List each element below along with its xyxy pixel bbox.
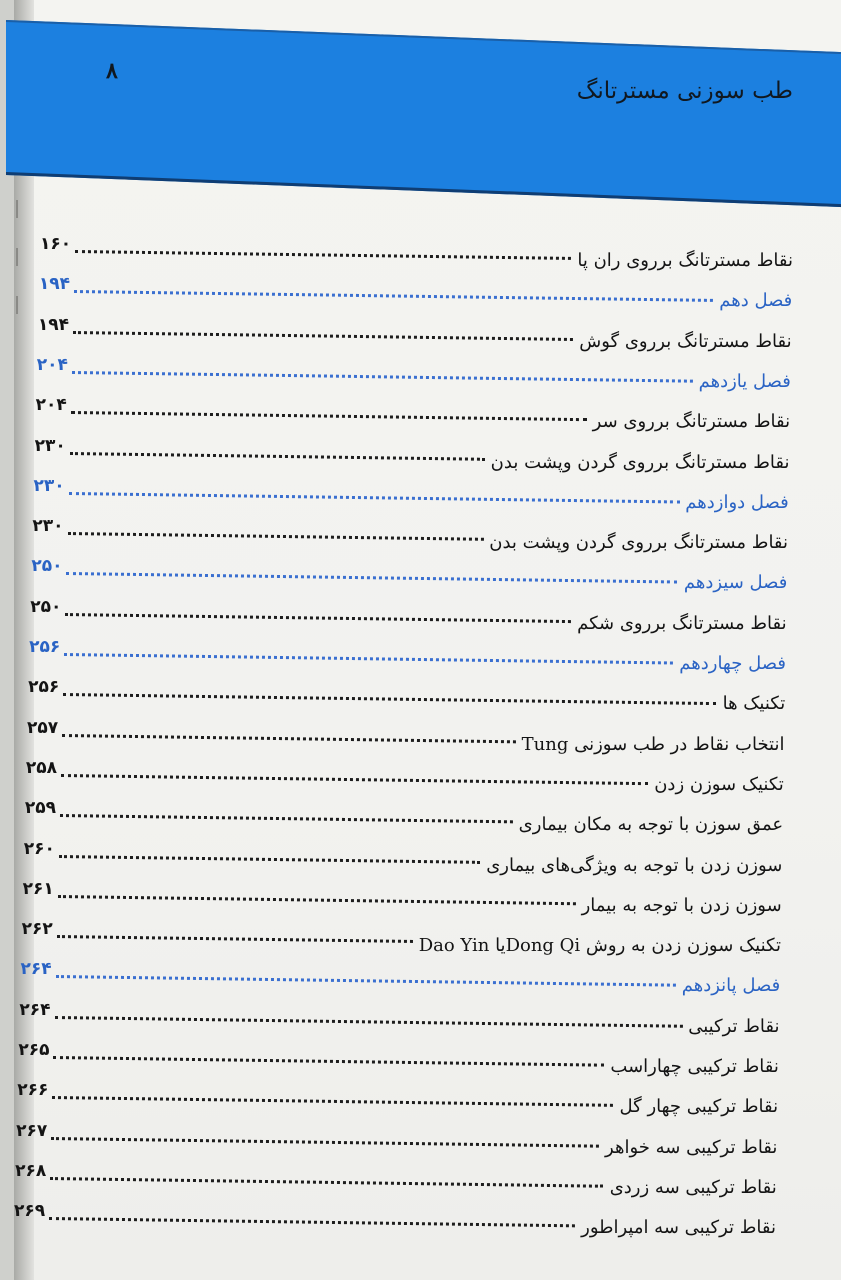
toc-dot-leader bbox=[58, 895, 576, 905]
toc-chapter-title: فصل دهم bbox=[719, 290, 793, 312]
toc-entry-title: نقاط مسترتانگ برروی ران پا bbox=[577, 250, 793, 271]
toc-entry-title: سوزن زدن با توجه به بیمار bbox=[581, 894, 782, 916]
toc-entry-title: تکنیک ها bbox=[722, 693, 786, 715]
toc-entry-title: نقاط مسترتانگ برروی گردن وپشت بدن bbox=[489, 532, 789, 554]
toc-dot-leader bbox=[49, 1217, 575, 1227]
toc-entry-title: نقاط مسترتانگ برروی گوش bbox=[579, 330, 792, 352]
toc-entry-title: عمق سوزن با توجه به مکان بیماری bbox=[518, 814, 784, 836]
toc-dot-leader bbox=[75, 250, 571, 260]
toc-dot-leader bbox=[63, 693, 716, 705]
toc-dot-leader bbox=[60, 814, 513, 823]
toc-entry-title: نقاط ترکیبی سه امپراطور bbox=[581, 1217, 776, 1239]
toc-entry-page-number: ۲۶۱ bbox=[22, 878, 54, 899]
toc-dot-leader bbox=[73, 331, 573, 341]
toc-entry-page-number: ۲۵۹ bbox=[24, 798, 56, 819]
toc-chapter-title: فصل پانزدهم bbox=[681, 975, 781, 997]
toc-chapter-page-number: ۲۳۰ bbox=[33, 475, 65, 496]
toc-dot-leader bbox=[56, 975, 676, 987]
toc-entry-title: سوزن زدن با توجه به ویژگی‌های بیماری bbox=[486, 854, 783, 876]
toc-dot-leader bbox=[71, 411, 587, 421]
toc-chapter-page-number: ۲۰۴ bbox=[36, 354, 68, 375]
toc-entry-title: تکنیک سوزن زدن به روش Dong Qiیا Dao Yin bbox=[418, 935, 781, 957]
toc-chapter-title: فصل چهاردهم bbox=[679, 653, 786, 674]
toc-entry-page-number: ۱۹۴ bbox=[37, 314, 69, 335]
toc-chapter-title: فصل دوازدهم bbox=[685, 491, 789, 513]
toc-dot-leader bbox=[70, 452, 485, 461]
toc-chapter-page-number: ۲۵۶ bbox=[29, 637, 61, 657]
toc-entry-page-number: ۲۶۵ bbox=[18, 1040, 50, 1060]
toc-dot-leader bbox=[65, 613, 571, 623]
toc-entry-page-number: ۲۶۲ bbox=[21, 919, 53, 940]
toc-dot-leader bbox=[72, 371, 693, 383]
toc-dot-leader bbox=[62, 734, 515, 743]
toc-entry-page-number: ۲۵۷ bbox=[27, 717, 59, 738]
toc-entry-title: انتخاب نقاط در طب سوزنی Tung bbox=[521, 733, 785, 755]
toc-entry-page-number: ۲۵۸ bbox=[25, 757, 58, 778]
toc-chapter-page-number: ۲۶۴ bbox=[20, 959, 52, 980]
toc-dot-leader bbox=[74, 290, 713, 302]
toc-entry-title: نقاط مسترتانگ برروی گردن وپشت بدن bbox=[490, 451, 790, 473]
toc-entry-page-number: ۲۳۰ bbox=[34, 435, 66, 456]
toc-entry-page-number: ۲۵۰ bbox=[30, 596, 62, 617]
toc-entry-title: نقاط ترکیبی سه زردی bbox=[609, 1176, 777, 1198]
toc-chapter-page-number: ۱۹۴ bbox=[38, 274, 71, 295]
toc-chapter-title: فصل سیزدهم bbox=[683, 572, 788, 594]
toc-entry-page-number: ۲۶۰ bbox=[23, 838, 55, 859]
toc-entry-title: تکنیک سوزن زدن bbox=[654, 773, 784, 795]
toc-dot-leader bbox=[51, 1137, 599, 1148]
toc-entry-title: نقاط ترکیبی bbox=[688, 1015, 780, 1037]
toc-entry-page-number: ۲۶۷ bbox=[16, 1120, 48, 1141]
toc-dot-leader bbox=[55, 1016, 683, 1028]
page-number: ۸ bbox=[106, 58, 118, 84]
toc-dot-leader bbox=[61, 774, 648, 785]
toc-entry-title: نقاط ترکیبی چهاراسب bbox=[610, 1056, 779, 1077]
toc-chapter-page-number: ۲۵۰ bbox=[31, 556, 63, 577]
toc-entry-title: نقاط ترکیبی چهار گل bbox=[619, 1096, 779, 1118]
running-header-title: طب سوزنی مسترتانگ bbox=[576, 78, 793, 104]
toc-entry-page-number: ۲۶۶ bbox=[17, 1080, 49, 1101]
toc-dot-leader bbox=[57, 935, 413, 943]
toc-entry-page-number: ۲۶۸ bbox=[15, 1160, 47, 1181]
toc-dot-leader bbox=[59, 855, 480, 864]
toc-entry-page-number: ۲۵۶ bbox=[28, 677, 60, 698]
toc-dot-leader bbox=[69, 492, 680, 504]
toc-chapter-title: فصل یازدهم bbox=[698, 370, 791, 392]
toc-dot-leader bbox=[68, 532, 484, 541]
toc-dot-leader bbox=[53, 1056, 604, 1067]
toc-entry-page-number: ۲۳۰ bbox=[32, 516, 64, 537]
toc-entry-page-number: ۲۶۴ bbox=[19, 999, 51, 1020]
toc-entry-title: نقاط مسترتانگ برروی سر bbox=[592, 411, 791, 433]
toc-entry-page-number: ۱۶۰ bbox=[40, 234, 72, 254]
toc-entry-title: نقاط ترکیبی سه خواهر bbox=[605, 1136, 778, 1158]
toc-dot-leader bbox=[66, 572, 677, 584]
toc-entry-page-number: ۲۰۴ bbox=[35, 395, 67, 416]
toc-entry-title: نقاط مسترتانگ برروی شکم bbox=[577, 612, 787, 634]
toc-dot-leader bbox=[50, 1177, 603, 1188]
toc-dot-leader bbox=[52, 1096, 613, 1107]
toc-dot-leader bbox=[64, 653, 673, 665]
toc-entry-page-number: ۲۶۹ bbox=[14, 1201, 46, 1222]
